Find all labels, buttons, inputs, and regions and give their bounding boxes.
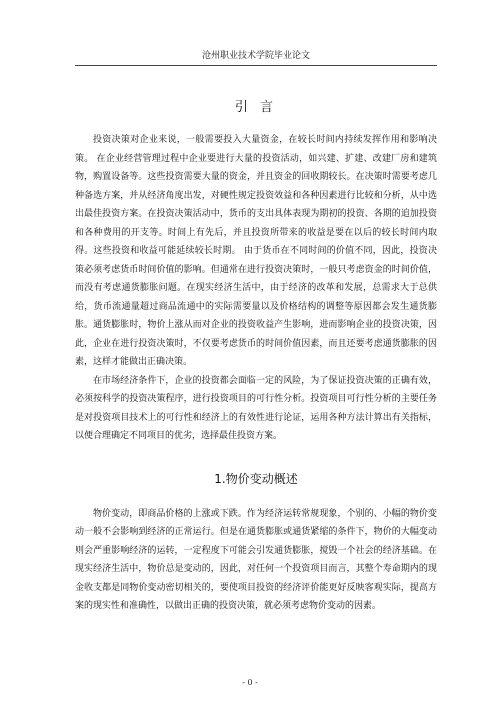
section-1-paragraph-1: 物价变动，即商品价格的上涨或下跌。作为经济运转常规现象，个别的、小幅的物价变动一般不会影响到经济的正常运行。但是在通货膨胀或通货紧缩的条件下，物价的大幅变动则会严重影响经济的运转，一定程度下可能会引发通货膨胀，搅毁一个社会的经济基础。在现实经济生活中，物价总是变动的，因此，对任何一个投资项目而言，其整个寿命期内的现金收支都是同物价变动密切相关的，要使项目投资的经济评价能更好反映客观实际，提高方案的现实性和准确性，以做出正确的投资决策，就必须考虑物价变动的因素。 [75, 508, 437, 611]
section-1-heading: 1.物价变动概述 [214, 471, 298, 486]
page-number: - 0 - [242, 678, 258, 687]
document-body [75, 96, 437, 616]
running-header: 沧州职业技术学院毕业论文 [75, 48, 437, 66]
intro-paragraph-2: 在市场经济条件下，企业的投资都会面临一定的风险，为了保证投资决策的正确有效，必须按科学的投资决策程序，进行投资项目的可行性分析。投资项目可行性分析的主要任务是对投资项目技术上的可行性和经济上的有效性进行论证，运用各种方法计算出有关指标，以便合理确定不同项目的优劣，选择最佳投资方案。 [75, 375, 437, 441]
intro-heading: 引 言 [234, 100, 278, 115]
intro-paragraph-1: 投资决策对企业来说，一般需要投入大量资金，在较长时间内持续发挥作用和影响决策。 在企业经营管理过程中企业要进行大量的投资活动，如兴建、扩建、改建厂房和建筑物，购置设备等。这些投资需要大量的资金，并且资金的回收期较长。在决策时需要考虑几种备选方案，并从经济角度出发，对硬性规定投资效益和各种因素进行比较和分析，从中选出最佳投资方案。在投资决策活动中，货币的支出具体表现为期初的投资、各期的追加投资和各种费用的开支等。时间上有先后，并且投资所带来的收益是要在以后的较长时间内取得。这些投资和收益可能延续较长时期。 由于货币在不同时间的价值不同，因此，投资决策必须考虑货币时间价值的影响。但通常在进行投资决策时，一般只考虑资金的时间价值，而没有考虑通货膨胀问题。在现实经济生活中，由于经济的改革和发展，总需求大于总供给，货币流通量超过商品流通中的实际需要量以及价格结构的调整等原因都会发生通货膨胀。通货膨胀时，物价上涨从而对企业的投资收益产生影响，进而影响企业的投资决策，因此，企业在进行投资决策时，不仅要考虑货币的时间价值因素，而且还要考虑通货膨胀的因素，这样才能做出正确决策。 [75, 135, 437, 367]
